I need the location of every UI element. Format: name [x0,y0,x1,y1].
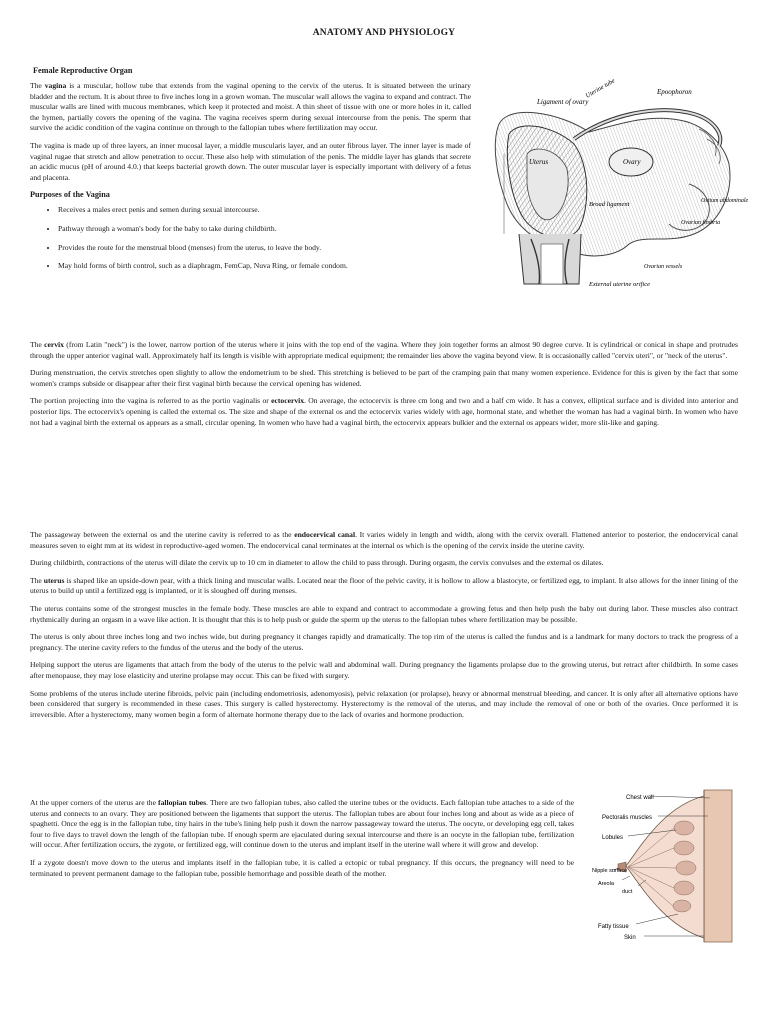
page-title: ANATOMY AND PHYSIOLOGY [312,28,456,38]
section-vagina [30,66,471,280]
paragraph: The vagina is a muscular, hollow tube that extends from the vaginal opening to the cervix of the uterus. It is situated between the urinary bladder and the rectum. It is about three to five inches long in a grown woman. The muscular wall allows the vagina to expand and contract. The muscular walls are lined with mucous membranes, which keep it protected and moist. A thin sheet of tissue with one or more holes in it, called the hymen, partially covers the opening of the vagina. The vagina receives sperm during sexual intercourse from the penis. The sperm that survive the acidic condition of the vagina continue on through to the fallopian tubes where fertilization may occur. [30,81,471,133]
label-fatty-tissue: Fatty tissue [598,924,629,930]
list-item: • May hold forms of birth control, such as a diaphragm, FemCap, Nuva Ring, or female condom. [58,261,471,272]
section-uterus [30,530,738,720]
label-ovary: Ovary [623,158,641,166]
paragraph: The vagina is made up of three layers, an inner mucosal layer, a middle muscularis layer, and an outer fibrous layer. The inner layer is made of vaginal rugae that stretch and allow penetration to occur. These also help with stimulation of the penis. The middle layer has glands that secrete an acidic mucus (pH of around 4.0.) that keeps bacterial growth down. The outer muscular layer is especially important with delivery of a fetus and placenta. [30,140,471,182]
list-item: • Receives a males erect penis and semen during sexual intercourse. [58,205,471,216]
label-uterus: Uterus [529,158,549,166]
purposes-list [30,205,471,271]
paragraph: Helping support the uterus are ligaments that attach from the body of the uterus to the pelvic wall and abdominal wall. During pregnancy the ligaments prolapse due to the growing uterus, but retract after childbirth. In some cases after menopause, they may lose elasticity and uterine prolapse may occur. This can be fixed with surgery. [30,660,738,680]
paragraph: During menstruation, the cervix stretches open slightly to allow the endometrium to be shed. This stretching is believed to be part of the cramping pain that many women experience. Evidence for this is given by the fact that some women's cramps subside or disappear after their first vaginal birth because the cervical opening has widened. [30,368,738,388]
label-skin: Skin [624,935,636,941]
paragraph: At the upper corners of the uterus are the fallopian tubes. There are two fallopian tubes, also called the uterine tubes or the oviducts. Each fallopian tube attaches to a side of the uterus and connects to an ovary. They are positioned between the ligaments that support the uterus. The fallopian tubes are about four inches long and about as wide as a piece of spaghetti. Once the egg is in the fallopian tube, tiny hairs in the tube's lining help push it down the narrow passageway toward the uterus. The oocyte, or developing egg cell, takes four to five days to travel down the length of the fallopian tube. If enough sperm are ejaculated during sexual intercourse and there is an oocyte in the fallopian tube, fertilization will occur. After fertilization occurs, the zygote, or fertilized egg, will continue down to the uterus and implant itself in the uterine wall where it will grow and develop. [30,798,574,850]
label-ostium: Ostium abdominale [701,198,749,204]
paragraph: The portion projecting into the vagina is referred to as the portio vaginalis or ectocervix. On average, the ectocervix is three cm long and two and a half cm wide. It has a convex, elliptical surface and is divided into anterior and posterior lips. The ectocervix's opening is called the external os. The size and shape of the external os and the ectocervix varies widely with age, hormonal state, and whether the woman has had a vaginal birth. In women who have not had a vaginal birth the external os appears as a small, circular opening. In women who have had a vaginal birth, the ectocervix appears bulkier and the external os appears wider, more slit-like and gaping. [30,396,738,427]
label-pectoralis: Pectoralis muscles [602,815,653,821]
label-broad: Broad ligament [589,201,630,208]
paragraph: Some problems of the uterus include uterine fibroids, pelvic pain (including endometriosis, adenomyosis), pelvic relaxation (or prolapse), heavy or abnormal menstrual bleeding, and cancer. It is only after all alternative options have been considered that surgery is recommended in these cases. This surgery is called hysterectomy. Hysterectomy is the removal of the uterus, and may include the removal of one or both of the ovaries. Once performed it is irreversible. After a hysterectomy, many women begin a form of alternate hormone therapy due to the lack of ovaries and hormone production. [30,688,738,719]
paragraph: The uterus contains some of the strongest muscles in the female body. These muscles are able to expand and contract to accommodate a growing fetus and then help push the baby out during labor. These muscles also contract rhythmically during an orgasm in a wave like action. It is thought that this is to help push or guide the sperm up the uterus to the fallopian tubes where fertilization may be possible. [30,603,738,624]
label-areola: Areola [598,881,614,887]
label-lobules: Lobules [602,835,624,841]
paragraph: The uterus is only about three inches long and two inches wide, but during pregnancy it changes rapidly and dramatically. The top rim of the uterus is called the fundus and is a landmark for many doctors to track the progress of a pregnancy. The uterine cavity refers to the fundus of the uterus and the body of the uterus. [30,632,738,652]
paragraph: The cervix (from Latin "neck") is the lower, narrow portion of the uterus where it joins with the top end of the vagina. Where they join together forms an almost 90 degree curve. It is cylindrical or conical in shape and protrudes through the upper anterior vaginal wall. Approximately half its length is visible with appropriate medical equipment; the remainder lies above the vagina beyond view. It is occasionally called "cervix uteri", or "neck of the uterus". [30,340,738,360]
label-nipple: Nipple surface [592,868,628,874]
paragraph: The passageway between the external os and the uterine cavity is referred to as the endocervical canal. It varies widely in length and width, along with the cervix overall. Flattened anterior to posterior, the endocervical canal measures seven to eight mm at its widest in reproductive-aged women. The endocervical canal terminates at the internal os which is the opening of the cervix inside the uterine cavity. [30,530,739,550]
label-epoophoron: Epoophoron [657,88,692,96]
section-heading: Female Reproductive Organ [33,66,133,75]
section-fallopian [30,798,574,879]
list-item: • Provides the route for the menstrual blood (menses) from the uterus, to leave the body. [58,243,471,254]
subsection-heading: Purposes of the Vagina [30,190,110,200]
label-duct: duct [622,889,633,895]
label-ligament: Ligament of ovary [537,98,589,106]
label-chest-wall: Chest wall [626,795,654,801]
label-orifice: External uterine orifice [589,281,651,288]
uterus-diagram [479,77,749,296]
list-item: • Pathway through a woman's body for the baby to take during childbirth. [58,224,471,235]
label-uterine-tube: Uterine tube [584,77,617,100]
paragraph: If a zygote doesn't move down to the uterus and implants itself in the fallopian tube, it is called a ectopic or tubal pregnancy. If this occurs, the pregnancy will need to be terminated to prevent permanent damage to the fallopian tube, possible hemorrhage and possible death of the mother. [30,857,574,878]
breast-diagram [586,786,750,946]
section-cervix [30,340,738,428]
label-fimbria: Ovarian fimbria [681,220,721,226]
paragraph: The uterus is shaped like an upside-down pear, with a thick lining and muscular walls. Located near the floor of the pelvic cavity, it is hollow to allow a blastocyte, or fertilized egg, to implant. It also allows for the inner lining of the uterus to build up until a fertilized egg is implanted, or it is sloughed off during menses. [30,575,738,596]
paragraph: During childbirth, contractions of the uterus will dilate the cervix up to 10 cm in diameter to allow the child to pass through. During orgasm, the cervix convulses and the external os dilates. [30,558,604,568]
label-vessels: Ovarian vessels [644,264,683,270]
